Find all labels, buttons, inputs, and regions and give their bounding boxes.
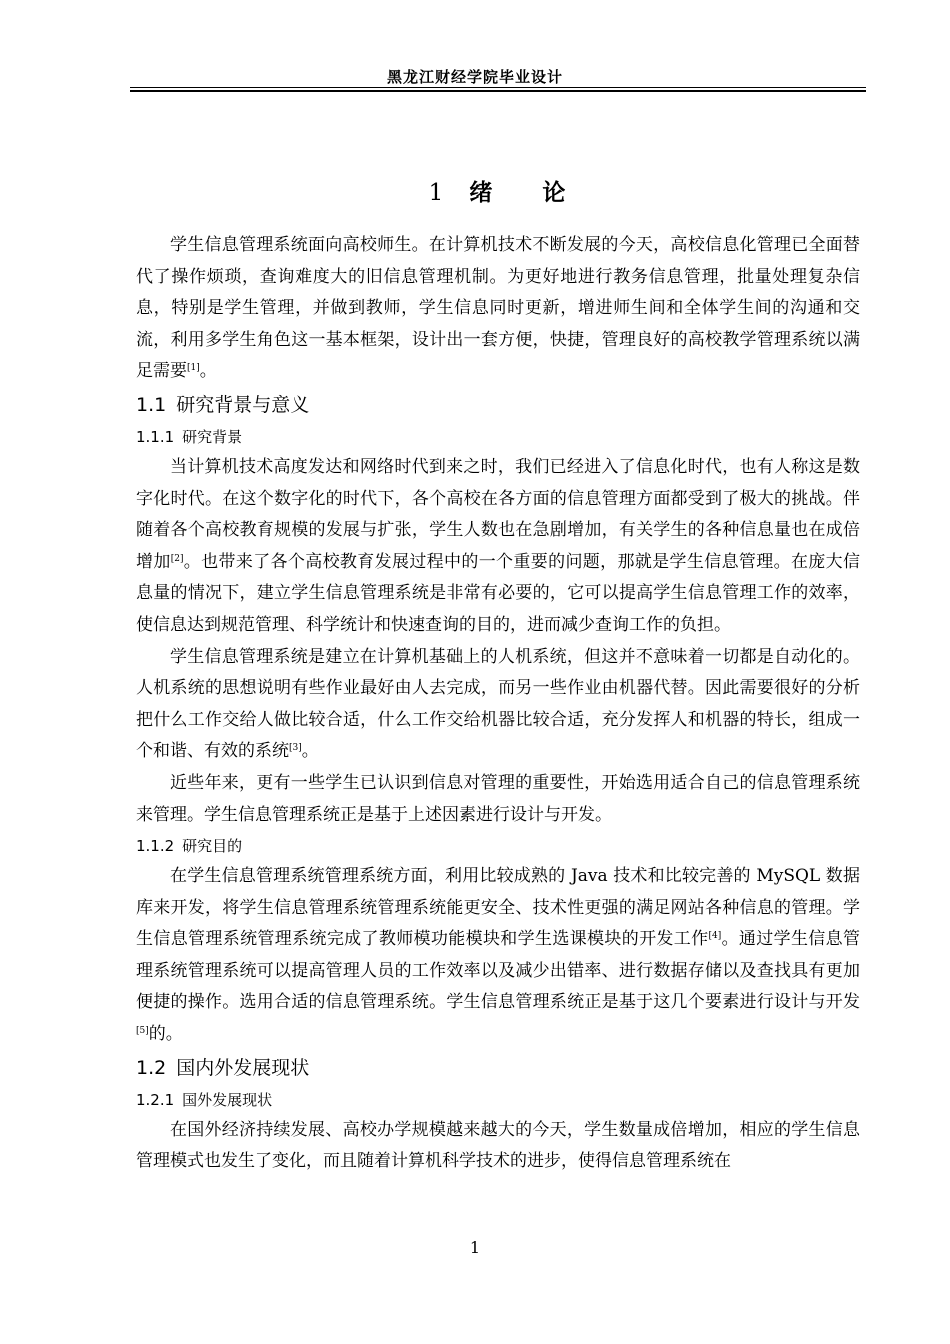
paragraph-background (136, 452, 860, 642)
subsection-number: 1.2.1 (136, 1090, 175, 1109)
citation: [3] (289, 743, 302, 754)
paragraph-tail: 的。 (148, 1024, 183, 1045)
subsection-number: 1.1.2 (136, 837, 175, 856)
document-body (136, 170, 860, 1178)
paragraph-text: 在学生信息管理系统管理系统方面，利用比较成熟的 Java 技术和比较完善的 MySQL 数据库来开发，将学生信息管理系统管理系统能更安全、技术性更强的满足网站各种信息的管理。学生信息管理系统管理系统完成了教师模功能模块和学生选课模块的开发工作 (136, 866, 860, 950)
chapter-heading (136, 170, 860, 216)
section-title: 研究背景与意义 (176, 393, 310, 416)
section-heading-1-2 (136, 1051, 860, 1085)
citation: [4] (708, 931, 722, 942)
citation: [2] (170, 553, 184, 564)
page-number: 1 (469, 1238, 481, 1257)
section-number: 1.1 (136, 393, 167, 416)
paragraph-human-machine (136, 642, 860, 768)
paragraph-tail: 。也带来了各个高校教育发展过程中的一个重要的问题，那就是学生信息管理。在庞大信息量的情况下，建立学生信息管理系统是非常有必要的，它可以提高学生信息管理工作的效率，使信息达到规范管理、科学统计和快速查询的目的，进而减少查询工作的负担。 (136, 551, 861, 635)
subsection-title: 研究目的 (182, 837, 243, 856)
subsection-title: 研究背景 (182, 427, 243, 446)
section-number: 1.2 (136, 1056, 167, 1079)
running-header: 黑龙江财经学院毕业设计 (386, 68, 563, 86)
section-heading-1-1 (136, 388, 860, 422)
paragraph-text: 当计算机技术高度发达和网络时代到来之时，我们已经进入了信息化时代，也有人称这是数字化时代。在这个数字化的时代下，各个高校在各方面的信息管理方面都受到了极大的挑战。伴随着各个高校教育规模的发展与扩张，学生人数也在急剧增加，有关学生的各种信息量也在成倍增加 (136, 456, 860, 572)
chapter-title-char-2: 论 (542, 179, 568, 206)
subsection-heading-1-2-1 (136, 1085, 860, 1115)
paragraph-tail: 。 (301, 741, 319, 762)
chapter-number: 1 (428, 180, 446, 206)
subsection-heading-1-1-2 (136, 831, 860, 861)
paragraph-recent-years (136, 768, 860, 831)
paragraph-text: 近些年来，更有一些学生已认识到信息对管理的重要性，开始选用适合自己的信息管理系统来管理。学生信息管理系统正是基于上述因素进行设计与开发。 (136, 772, 860, 825)
subsection-title: 国外发展现状 (182, 1090, 273, 1109)
paragraph-text: 在国外经济持续发展、高校办学规模越来越大的今天，学生数量成倍增加，相应的学生信息管理模式也发生了变化，而且随着计算机科学技术的进步，使得信息管理系统在 (136, 1119, 860, 1172)
citation: [5] (136, 1026, 149, 1037)
section-title: 国内外发展现状 (176, 1056, 310, 1079)
paragraph-text: 学生信息管理系统是建立在计算机基础上的人机系统，但这并不意味着一切都是自动化的。人机系统的思想说明有些作业最好由人去完成，而另一些作业由机器代替。因此需要很好的分析把什么工作交给人做比较合适，什么工作交给机器比较合适，充分发挥人和机器的特长，组成一个和谐、有效的系统 (136, 646, 860, 762)
paragraph-tail: 。 (199, 361, 217, 382)
subsection-number: 1.1.1 (136, 427, 175, 446)
paragraph-text: 学生信息管理系统面向高校师生。在计算机技术不断发展的今天，高校信息化管理已全面替代了操作烦琐，查询难度大的旧信息管理机制。为更好地进行教务信息管理，批量处理复杂信息，特别是学生管理，并做到教师，学生信息同时更新，增进师生间和全体学生间的沟通和交流，利用多学生角色这一基本框架，设计出一套方便，快捷，管理良好的高校教学管理系统以满足需要 (136, 235, 860, 382)
header-rule-thin (130, 87, 866, 88)
header-rule-thick (130, 90, 866, 92)
paragraph-purpose (136, 861, 860, 1051)
paragraph-foreign-status (136, 1115, 860, 1178)
citation: [1] (187, 363, 200, 374)
subsection-heading-1-1-1 (136, 422, 860, 452)
chapter-title-char-1: 绪 (469, 179, 495, 206)
paragraph-intro (136, 230, 860, 388)
paragraph-tail: 。通过学生信息管理系统管理系统可以提高管理人员的工作效率以及减少出错率、进行数据存储以及查找具有更加便捷的操作。选用合适的信息管理系统。学生信息管理系统正是基于这几个要素进行设计与开发 (136, 929, 860, 1013)
